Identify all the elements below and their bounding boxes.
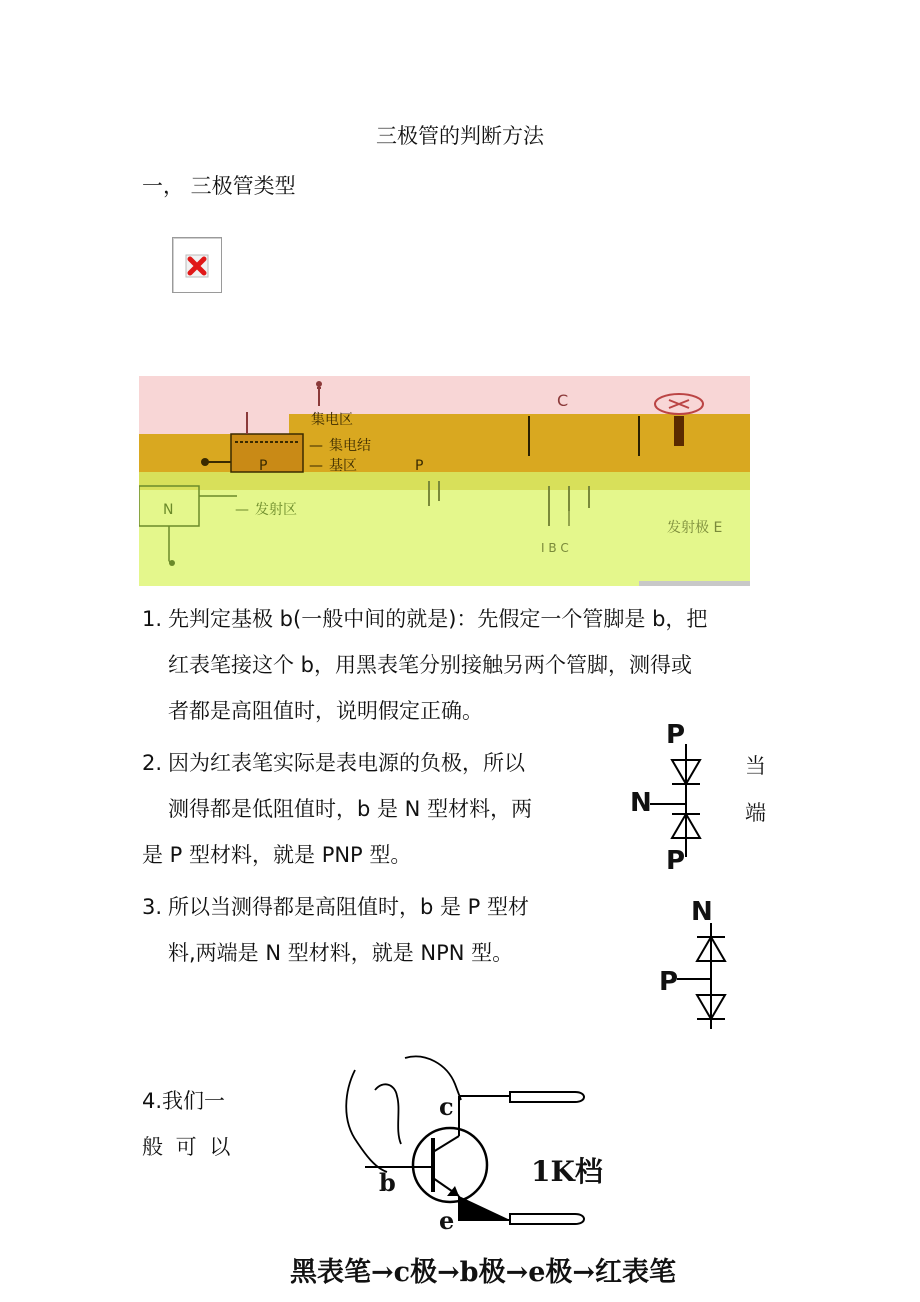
probe-sequence-caption: 黑表笔→c极→b极→e极→红表笔 — [290, 1257, 676, 1288]
label-n: N — [163, 502, 174, 518]
item-line: 所以当测得都是高阻值时，b 是 P 型材 — [168, 895, 530, 919]
label-p: P — [259, 458, 268, 474]
npn-middle-label: P — [659, 967, 679, 997]
item-line: 是 P 型材料，就是 PNP 型。 — [142, 843, 412, 867]
multimeter-probe-diagram — [335, 1050, 645, 1240]
item-number: 3. — [142, 895, 163, 919]
broken-image-icon — [172, 237, 222, 293]
probe-label-b: b — [379, 1168, 396, 1197]
pnp-middle-label: N — [630, 788, 652, 818]
item-line: 者都是高阻值时，说明假定正确。 — [168, 699, 483, 723]
item-line: 因为红表笔实际是表电源的负极，所以 — [168, 751, 525, 775]
npn-diode-symbol — [655, 897, 745, 1032]
item-number: 2. — [142, 751, 163, 775]
item-4-line-2: 般 可 以 — [142, 1135, 231, 1159]
item-line: 先判定基极 b(一般中间的就是)：先假定一个管脚是 b，把 — [168, 607, 708, 631]
range-label: 1K档 — [531, 1155, 603, 1188]
side-text-dang: 当 — [745, 754, 766, 778]
pnp-diode-symbol — [628, 722, 728, 882]
label-emitter: 发射极 E — [667, 520, 723, 536]
item-line: 红表笔接这个 b，用黑表笔分别接触另两个管脚，测得或 — [168, 653, 693, 677]
transistor-structure-diagram — [139, 376, 750, 586]
item-line: 测得都是低阻值时，b 是 N 型材料，两 — [168, 797, 533, 821]
item-number: 1. — [142, 607, 163, 631]
svg-text:—: — — [309, 438, 323, 454]
section-heading: 一， 三极管类型 — [142, 174, 296, 198]
label-pins: I B C — [541, 541, 569, 555]
label-collector-region: 集电区 — [311, 412, 353, 428]
label-c-top: C — [557, 391, 569, 410]
item-line: 料,两端是 N 型材料，就是 NPN 型。 — [168, 941, 514, 965]
svg-text:—: — — [309, 458, 323, 474]
label-p-right: P — [415, 458, 424, 474]
pnp-bottom-label: P — [666, 846, 686, 876]
item-4-line-1: 4.我们一 — [142, 1089, 226, 1113]
probe-label-e: e — [439, 1206, 455, 1235]
label-base-region: 基区 — [329, 458, 357, 474]
npn-top-label: N — [691, 897, 713, 927]
svg-text:—: — — [235, 502, 249, 518]
label-emitter-region: 发射区 — [255, 502, 297, 518]
list-item-1 — [142, 596, 782, 734]
label-collector-junction: 集电结 — [329, 438, 371, 454]
side-text-duan: 端 — [745, 801, 766, 825]
page-title: 三极管的判断方法 — [376, 124, 544, 148]
pnp-top-label: P — [666, 720, 686, 750]
probe-label-c: c — [439, 1092, 454, 1121]
